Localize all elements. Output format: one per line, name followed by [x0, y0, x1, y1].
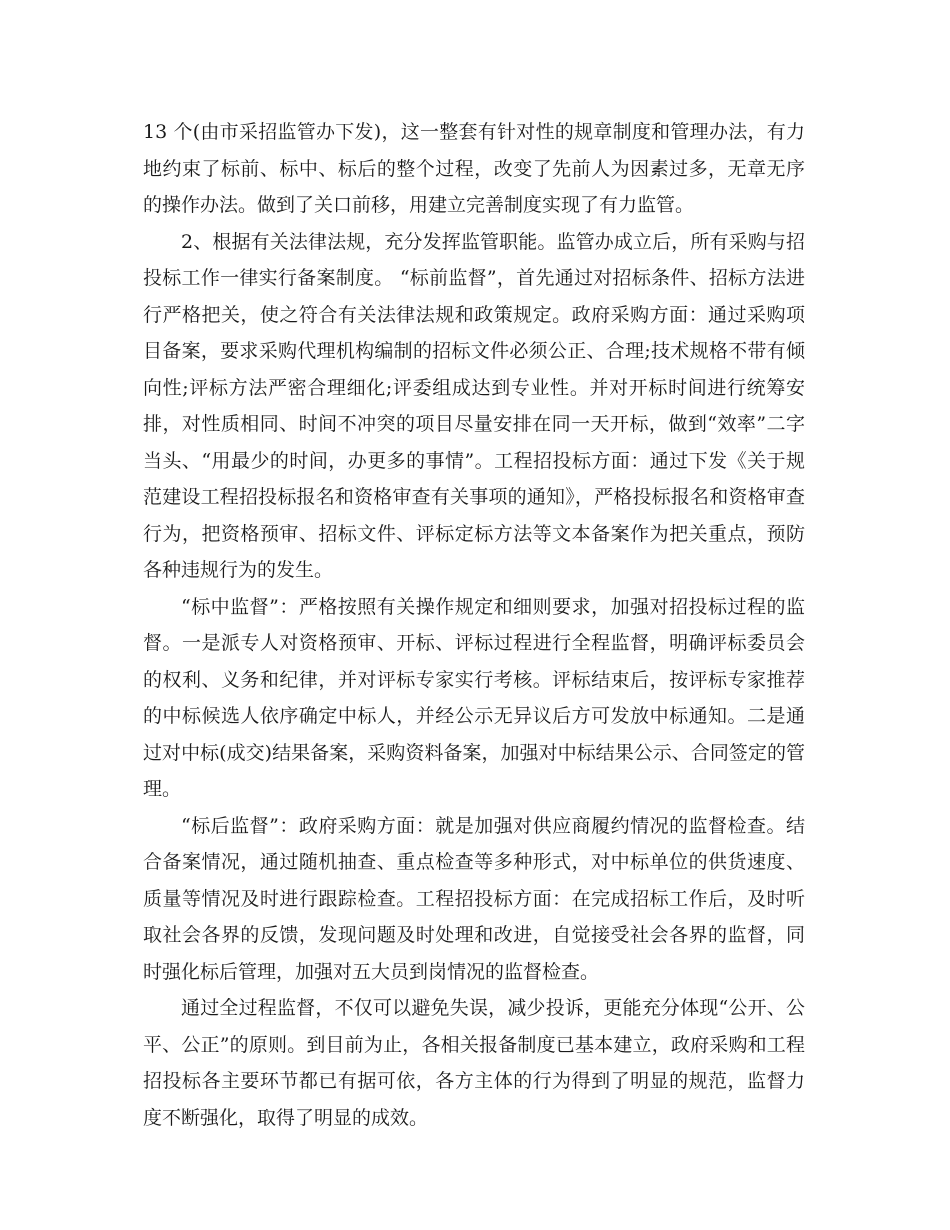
paragraph-continuation: 13 个(由市采招监管办下发)，这一整套有针对性的规章制度和管理办法，有力地约束了标前、标中、标后的整个过程，改变了先前人为因素过多，无章无序的操作办法。做到了关口前移，用建立完善制度实现了有力监管。: [143, 121, 805, 216]
paragraph-conclusion: 通过全过程监督，不仅可以避免失误，减少投诉，更能充分体现“公开、公平、公正”的原则。到目前为止，各相关报备制度已基本建立，政府采购和工程招投标各主要环节都已有据可依，各方主体的行为得到了明显的规范，监督力度不断强化，取得了明显的成效。: [143, 997, 805, 1129]
paragraph-post-bid-supervision: “标后监督”：政府采购方面：就是加强对供应商履约情况的监督检查。结合备案情况，通过随机抽查、重点检查等多种形式，对中标单位的供货速度、质量等情况及时进行跟踪检查。工程招投标方面：在完成招标工作后，及时听取社会各界的反馈，发现问题及时处理和改进，自觉接受社会各界的监督，同时强化标后管理，加强对五大员到岗情况的监督检查。: [143, 814, 805, 983]
paragraph-regulatory-functions: 2、根据有关法律法规，充分发挥监管职能。监管办成立后，所有采购与招投标工作一律实行备案制度。 “标前监督”，首先通过对招标条件、招标方法进行严格把关，使之符合有关法律法规和政策规定。政府采购方面：通过采购项目备案，要求采购代理机构编制的招标文件必须公正、合理;技术规格不带有倾向性;评标方法严密合理细化;评委组成达到专业性。并对开标时间进行统筹安排，对性质相同、时间不冲突的项目尽量安排在同一天开标，做到“效率”二字当头、“用最少的时间，办更多的事情”。工程招投标方面：通过下发《关于规范建设工程招投标报名和资格审查有关事项的通知》，严格投标报名和资格审查行为，把资格预审、招标文件、评标定标方法等文本备案作为把关重点，预防各种违规行为的发生。: [143, 230, 805, 581]
paragraph-mid-bid-supervision: “标中监督”：严格按照有关操作规定和细则要求，加强对招投标过程的监督。一是派专人对资格预审、开标、评标过程进行全程监督，明确评标委员会的权利、义务和纪律，并对评标专家实行考核。评标结束后，按评标专家推荐的中标候选人依序确定中标人，并经公示无异议后方可发放中标通知。二是通过对中标(成交)结果备案，采购资料备案，加强对中标结果公示、合同签定的管理。: [143, 595, 805, 800]
document-body: [143, 114, 805, 1136]
